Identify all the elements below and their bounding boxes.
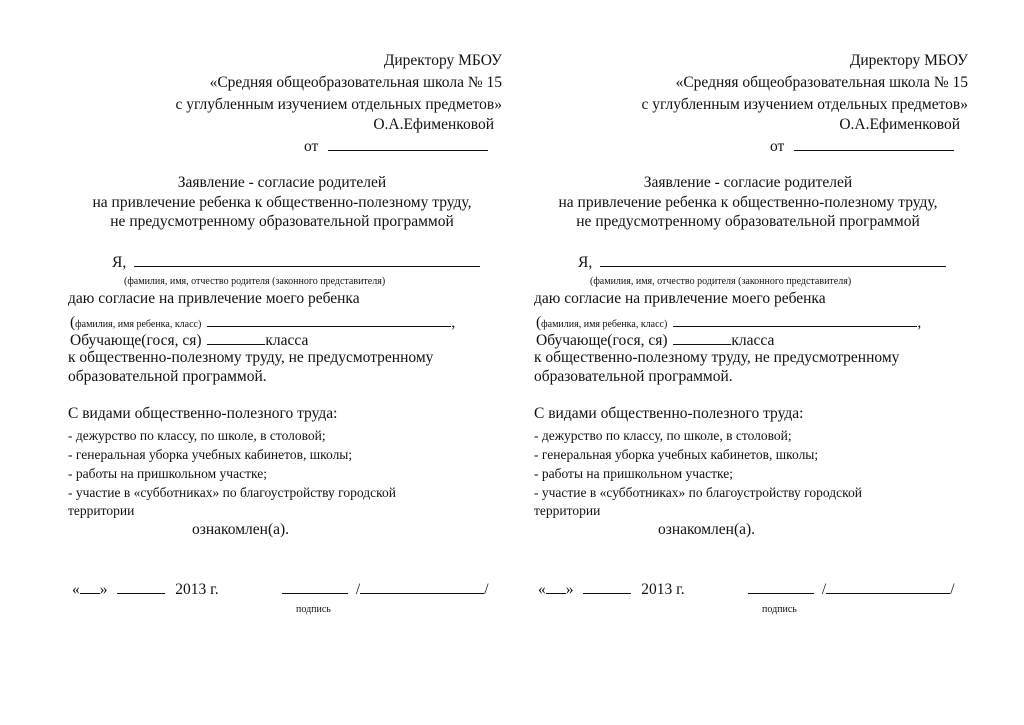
types-item: - участие в «субботниках» по благоустройству городской — [534, 485, 862, 500]
date-row — [538, 579, 685, 599]
header-school-profile: с углубленным изучением отдельных предметов» — [641, 96, 968, 113]
header-school-profile: с углубленным изучением отдельных предметов» — [175, 96, 502, 113]
parent-name-field[interactable] — [600, 252, 946, 267]
types-item: - работы на пришкольном участке; — [534, 466, 733, 481]
child-name-field[interactable] — [673, 312, 917, 327]
header-addressee: Директору МБОУ — [383, 52, 502, 69]
purpose-line-2: образовательной программой. — [534, 368, 733, 385]
purpose-line-2: образовательной программой. — [68, 368, 267, 385]
from-field[interactable] — [328, 136, 488, 151]
from-row — [770, 136, 954, 156]
student-row — [70, 330, 308, 350]
date-day-field[interactable] — [80, 579, 100, 594]
parent-hint: (фамилия, имя, отчество родителя (законного представителя) — [590, 276, 852, 287]
class-label: класса — [265, 332, 309, 349]
date-open-quote: « — [538, 581, 546, 598]
class-label: класса — [731, 332, 775, 349]
signature-slash: / — [484, 581, 489, 598]
child-row — [70, 312, 455, 332]
parent-label: Я, — [112, 254, 127, 271]
signature-decoding-field[interactable] — [826, 579, 950, 594]
consent-form-left — [62, 0, 502, 725]
date-month-field[interactable] — [583, 579, 631, 594]
header-director-name: О.А.Ефименковой — [839, 116, 960, 133]
date-close-quote: » — [99, 581, 108, 598]
date-year: 2013 г. — [175, 581, 219, 598]
date-year: 2013 г. — [641, 581, 685, 598]
consent-form-right — [528, 0, 968, 725]
consent-line: даю согласие на привлечение моего ребенка — [534, 290, 826, 307]
signature-field[interactable] — [282, 579, 348, 594]
parent-row — [578, 252, 946, 272]
title-line-3: не предусмотренному образовательной программой — [576, 213, 920, 230]
types-item: - дежурство по классу, по школе, в столовой; — [68, 428, 326, 443]
types-heading: С видами общественно-полезного труда: — [534, 405, 804, 422]
from-row — [304, 136, 488, 156]
date-row — [72, 579, 219, 599]
signature-row — [282, 579, 489, 599]
title-line-3: не предусмотренному образовательной программой — [110, 213, 454, 230]
from-label: от — [304, 138, 319, 155]
parent-name-field[interactable] — [134, 252, 480, 267]
types-heading: С видами общественно-полезного труда: — [68, 405, 338, 422]
title-line-2: на привлечение ребенка к общественно-полезному труду, — [92, 194, 472, 211]
parent-row — [112, 252, 480, 272]
acknowledged-text: ознакомлен(а). — [658, 521, 756, 538]
purpose-line-1: к общественно-полезному труду, не предусмотренному — [68, 349, 434, 366]
signature-slash: / — [821, 581, 827, 598]
acknowledged-text: ознакомлен(а). — [192, 521, 290, 538]
student-row — [536, 330, 774, 350]
student-label: Обучающе(гося, ся) — [536, 332, 668, 349]
types-item: территории — [68, 503, 135, 518]
date-day-field[interactable] — [546, 579, 566, 594]
purpose-line-1: к общественно-полезному труду, не предусмотренному — [534, 349, 900, 366]
date-month-field[interactable] — [117, 579, 165, 594]
child-hint: фамилия, имя ребенка, класс) — [541, 319, 668, 330]
title-line-2: на привлечение ребенка к общественно-полезному труду, — [558, 194, 938, 211]
types-item: - участие в «субботниках» по благоустройству городской — [68, 485, 396, 500]
from-field[interactable] — [794, 136, 954, 151]
signature-field[interactable] — [748, 579, 814, 594]
parent-hint: (фамилия, имя, отчество родителя (законного представителя) — [124, 276, 386, 287]
child-name-field[interactable] — [207, 312, 451, 327]
types-item: - дежурство по классу, по школе, в столовой; — [534, 428, 792, 443]
header-school-name: «Средняя общеобразовательная школа № 15 — [675, 74, 968, 91]
header-school-name: «Средняя общеобразовательная школа № 15 — [209, 74, 502, 91]
header-director-name: О.А.Ефименковой — [373, 116, 494, 133]
child-open-paren: ( — [536, 314, 542, 331]
signature-slash: / — [355, 581, 361, 598]
title-line-1: Заявление - согласие родителей — [643, 174, 853, 191]
header-addressee: Директору МБОУ — [849, 52, 968, 69]
child-row — [536, 312, 921, 332]
signature-decoding-field[interactable] — [360, 579, 484, 594]
types-item: - генеральная уборка учебных кабинетов, школы; — [68, 447, 353, 462]
date-open-quote: « — [72, 581, 80, 598]
signature-slash: / — [950, 581, 955, 598]
child-comma: , — [917, 314, 922, 331]
class-field[interactable] — [673, 330, 731, 345]
types-item: территории — [534, 503, 601, 518]
parent-label: Я, — [578, 254, 593, 271]
signature-hint: подпись — [762, 604, 797, 615]
child-hint: фамилия, имя ребенка, класс) — [75, 319, 202, 330]
title-line-1: Заявление - согласие родителей — [177, 174, 387, 191]
child-open-paren: ( — [70, 314, 76, 331]
consent-line: даю согласие на привлечение моего ребенка — [68, 290, 360, 307]
signature-hint: подпись — [296, 604, 331, 615]
types-item: - работы на пришкольном участке; — [68, 466, 267, 481]
types-item: - генеральная уборка учебных кабинетов, школы; — [534, 447, 819, 462]
signature-row — [748, 579, 955, 599]
child-comma: , — [451, 314, 456, 331]
date-close-quote: » — [565, 581, 574, 598]
from-label: от — [770, 138, 785, 155]
class-field[interactable] — [207, 330, 265, 345]
student-label: Обучающе(гося, ся) — [70, 332, 202, 349]
